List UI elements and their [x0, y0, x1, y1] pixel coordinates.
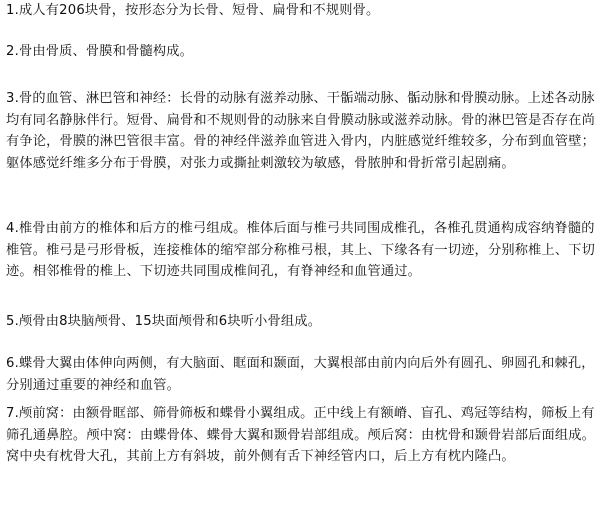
paragraph-5-skull-bones: 5.颅骨由8块脑颅骨、15块面颅骨和6块听小骨组成。 — [6, 314, 322, 329]
paragraph-4-vertebra: 4.椎骨由前方的椎体和后方的椎弓组成。椎体后面与椎弓共同围成椎孔，各椎孔贯通构成容纳脊髓的椎管。椎弓是弓形骨板，连接椎体的缩窄部分称椎弓根，其上、下缘各有一切迹，分别称椎上、下切迹。相邻椎骨的椎上、下切迹共同围成椎间孔，有脊神经和血管通过。 — [6, 221, 596, 279]
paragraph-7-cranial-fossae: 7.颅前窝：由额骨眶部、筛骨筛板和蝶骨小翼组成。正中线上有额嵴、盲孔、鸡冠等结构，筛板上有筛孔通鼻腔。颅中窝：由蝶骨体、蝶骨大翼和颞骨岩部组成。颅后窝：由枕骨和颞骨岩部后面组成。窝中央有枕骨大孔，其前上方有斜坡，前外侧有舌下神经管内口，后上方有枕内隆凸。 — [6, 406, 596, 464]
paragraph-2-bone-composition: 2.骨由骨质、骨膜和骨髓构成。 — [6, 44, 194, 59]
paragraph-1-bone-count: 1.成人有206块骨，按形态分为长骨、短骨、扁骨和不规则骨。 — [6, 3, 380, 18]
paragraph-6-sphenoid-greater-wing: 6.蝶骨大翼由体伸向两侧，有大脑面、眶面和颞面，大翼根部由前内向后外有圆孔、卵圆孔和棘孔，分别通过重要的神经和血管。 — [6, 356, 595, 393]
paragraph-3-bone-vessels-nerves: 3.骨的血管、淋巴管和神经：长骨的动脉有滋养动脉、干骺端动脉、骺动脉和骨膜动脉。上述各动脉均有同名静脉伴行。短骨、扁骨和不规则骨的动脉来自骨膜动脉或滋养动脉。骨的淋巴管是否存在尚有争论，骨膜的淋巴管很丰富。骨的神经伴滋养血管进入骨内，内脏感觉纤维较多，分布到血管壁；躯体感觉纤维多分布于骨膜，对张力或撕扯刺激较为敏感，骨脓肿和骨折常引起剧痛。 — [6, 91, 596, 171]
